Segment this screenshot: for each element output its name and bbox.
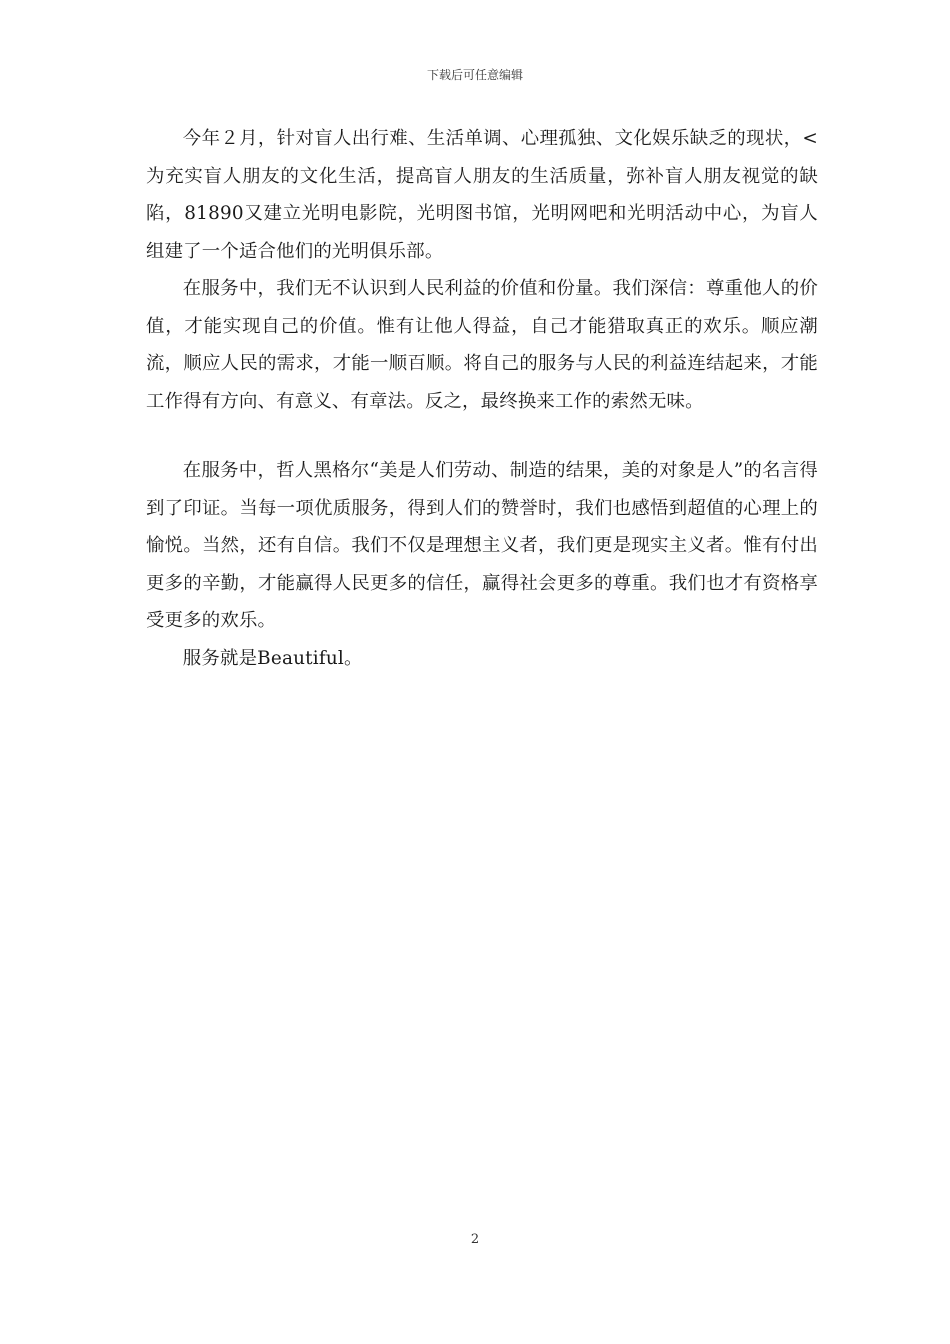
paragraph-closing: 服务就是Beautiful。 (182, 647, 363, 669)
page-number: 2 (470, 1232, 480, 1247)
paragraph-blind-club: 今年２月，针对盲人出行难、生活单调、心理孤独、文化娱乐缺乏的现状，<为充实盲人朋友的文化生活，提高盲人朋友的生活质量，弥补盲人朋友视觉的缺陷，81890又建立光明电影院，光明图书馆，光明网吧和光明活动中心，为盲人组建了一个适合他们的光明俱乐部。 (146, 128, 818, 262)
paragraph-hegel-quote: 在服务中，哲人黑格尔“美是人们劳动、制造的结果，美的对象是人”的名言得到了印证。当每一项优质服务，得到人们的赞誉时，我们也感悟到超值的心理上的愉悦。当然，还有自信。我们不仅是理想主义者，我们更是现实主义者。惟有付出更多的辛勤，才能赢得人民更多的信任，赢得社会更多的尊重。我们也才有资格享受更多的欢乐。 (146, 460, 818, 631)
page-header-note: 下载后可任意编辑 (426, 68, 523, 82)
paragraph-people-interest: 在服务中，我们无不认识到人民利益的价值和份量。我们深信：尊重他人的价值，才能实现自己的价值。惟有让他人得益，自己才能猎取真正的欢乐。顺应潮流，顺应人民的需求，才能一顺百顺。将自己的服务与人民的利益连结起来，才能工作得有方向、有意义、有章法。反之，最终换来工作的索然无味。 (146, 278, 818, 412)
document-body (146, 120, 818, 677)
